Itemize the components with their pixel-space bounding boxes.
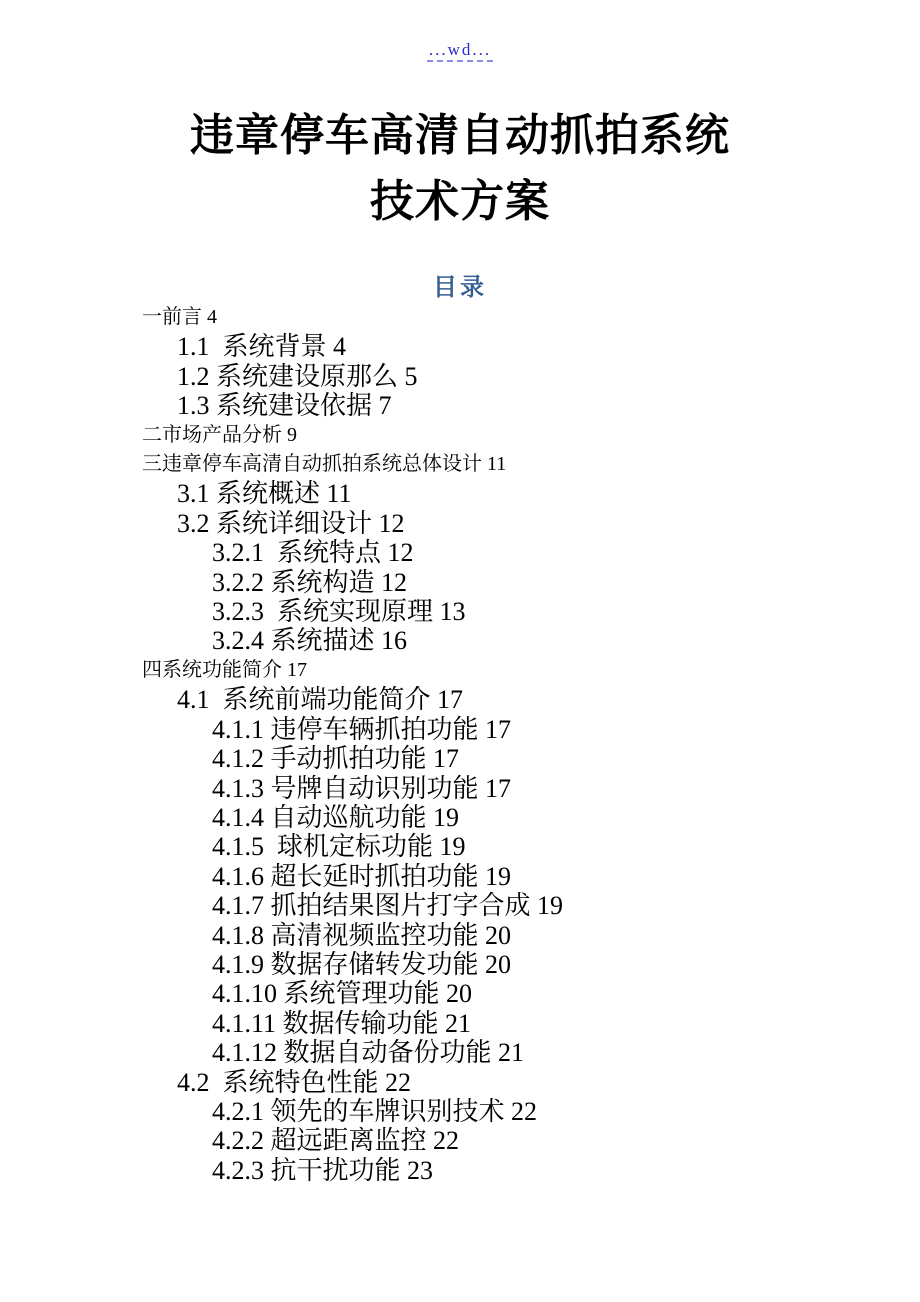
toc-item[interactable] [0,832,920,861]
toc-item-text: 3.2.2 系统构造 [212,567,375,597]
toc-item-page-number: 7 [372,391,392,421]
toc-item-page-number: 5 [398,361,418,391]
toc-item-page-number: 4 [202,306,217,328]
toc-item-page-number: 4 [326,332,347,362]
toc-item-text: 4.1.5 球机定标功能 [212,832,434,862]
toc-item-page-number: 13 [433,597,466,627]
toc-item[interactable] [0,950,920,979]
toc-item-page-number: 21 [491,1038,525,1068]
toc-item-text: 4.1.4 自动巡航功能 [212,802,427,832]
toc-item-text: 4.1 系统前端功能简介 [177,685,431,715]
toc-item[interactable] [0,774,920,803]
toc-item[interactable] [0,626,920,655]
toc-item[interactable] [0,538,920,567]
toc-item[interactable] [0,862,920,891]
toc-item[interactable] [0,685,920,714]
toc-item[interactable] [0,362,920,391]
toc-item[interactable] [0,803,920,832]
toc-item-text: 二市场产品分析 [142,423,282,446]
toc-item-page-number: 19 [426,802,460,832]
toc-item-text: 4.2 系统特色性能 [177,1067,379,1097]
toc-item-page-number: 20 [478,949,512,979]
toc-item-text: 三违章停车高清自动抓拍系统总体设计 [142,453,482,476]
document-title [0,103,920,235]
toc-item[interactable] [0,450,920,479]
toc-heading: 目录 [433,275,487,301]
toc-item-text: 4.1.2 手动抓拍功能 [212,744,427,774]
toc-item[interactable] [0,1068,920,1097]
toc-item-text: 4.2.3 抗干扰功能 [212,1155,401,1185]
toc-item-page-number: 17 [478,773,512,803]
toc-item-page-number: 17 [430,685,464,715]
toc-item-text: 一前言 [142,306,202,328]
toc-item[interactable] [0,1097,920,1126]
toc-item-text: 4.1.9 数据存储转发功能 [212,949,479,979]
toc-item-page-number: 22 [504,1096,538,1126]
toc-item[interactable] [0,568,920,597]
toc-item-page-number: 12 [374,567,408,597]
toc-item-text: 3.2.3 系统实现原理 [212,597,434,627]
toc-item-page-number: 17 [426,744,460,774]
toc-item-text: 1.1 系统背景 [177,332,327,362]
toc-item-text: 4.1.8 高清视频监控功能 [212,920,479,950]
toc-item-page-number: 19 [478,861,512,891]
toc-item-page-number: 17 [478,714,512,744]
toc-item[interactable] [0,1156,920,1185]
toc-item-text: 1.2 系统建设原那么 [177,361,399,391]
toc-item[interactable] [0,744,920,773]
toc-item-text: 4.1.6 超长延时抓拍功能 [212,861,479,891]
toc-item-text: 4.1.10 系统管理功能 [212,979,440,1009]
toc-item[interactable] [0,509,920,538]
toc-list [0,303,920,1185]
toc-item-page-number: 20 [478,920,512,950]
document-title-line-2: 技术方案 [370,177,550,226]
toc-item[interactable] [0,391,920,420]
toc-item-page-number: 22 [426,1126,460,1156]
toc-item[interactable] [0,1038,920,1067]
toc-item-page-number: 20 [439,979,473,1009]
toc-item-page-number: 19 [530,891,564,921]
toc-item[interactable] [0,891,920,920]
toc-item[interactable] [0,979,920,1008]
document-title-line-1: 违章停车高清自动抓拍系统 [190,111,730,160]
toc-item-page-number: 11 [482,453,507,476]
toc-item-page-number: 22 [378,1067,412,1097]
toc-item-page-number: 12 [372,508,405,538]
toc-item-text: 3.1 系统概述 [177,479,321,509]
toc-item-text: 4.1.3 号牌自动识别功能 [212,773,479,803]
toc-item-text: 4.1.7 抓拍结果图片打字合成 [212,891,531,921]
toc-item[interactable] [0,421,920,450]
toc-item-text: 1.3 系统建设依据 [177,391,373,421]
header-watermark-link[interactable]: ...wd... [427,40,493,62]
toc-item-page-number: 12 [381,538,414,568]
toc-item-text: 3.2.4 系统描述 [212,626,375,656]
toc-item-text: 4.1.1 违停车辆抓拍功能 [212,714,479,744]
toc-item-text: 4.2.1 领先的车牌识别技术 [212,1096,505,1126]
toc-item[interactable] [0,479,920,508]
toc-item-text: 4.1.12 数据自动备份功能 [212,1038,492,1068]
toc-item-text: 3.2.1 系统特点 [212,538,382,568]
toc-item-page-number: 23 [400,1155,434,1185]
toc-item-page-number: 9 [282,423,297,446]
toc-item-page-number: 11 [320,479,352,509]
toc-item-text: 3.2 系统详细设计 [177,508,373,538]
toc-item[interactable] [0,597,920,626]
toc-item-page-number: 21 [438,1008,472,1038]
toc-item[interactable] [0,1009,920,1038]
toc-item[interactable] [0,332,920,361]
toc-item-page-number: 17 [282,658,307,681]
toc-item-page-number: 19 [433,832,466,862]
toc-item[interactable] [0,715,920,744]
toc-item-text: 4.1.11 数据传输功能 [212,1008,439,1038]
toc-item-text: 四系统功能简介 [142,658,282,681]
toc-item[interactable] [0,656,920,685]
toc-item-text: 4.2.2 超远距离监控 [212,1126,427,1156]
toc-item[interactable] [0,303,920,332]
page-header [0,40,920,60]
toc-item[interactable] [0,921,920,950]
toc-item-page-number: 16 [374,626,408,656]
toc-item[interactable] [0,1126,920,1155]
